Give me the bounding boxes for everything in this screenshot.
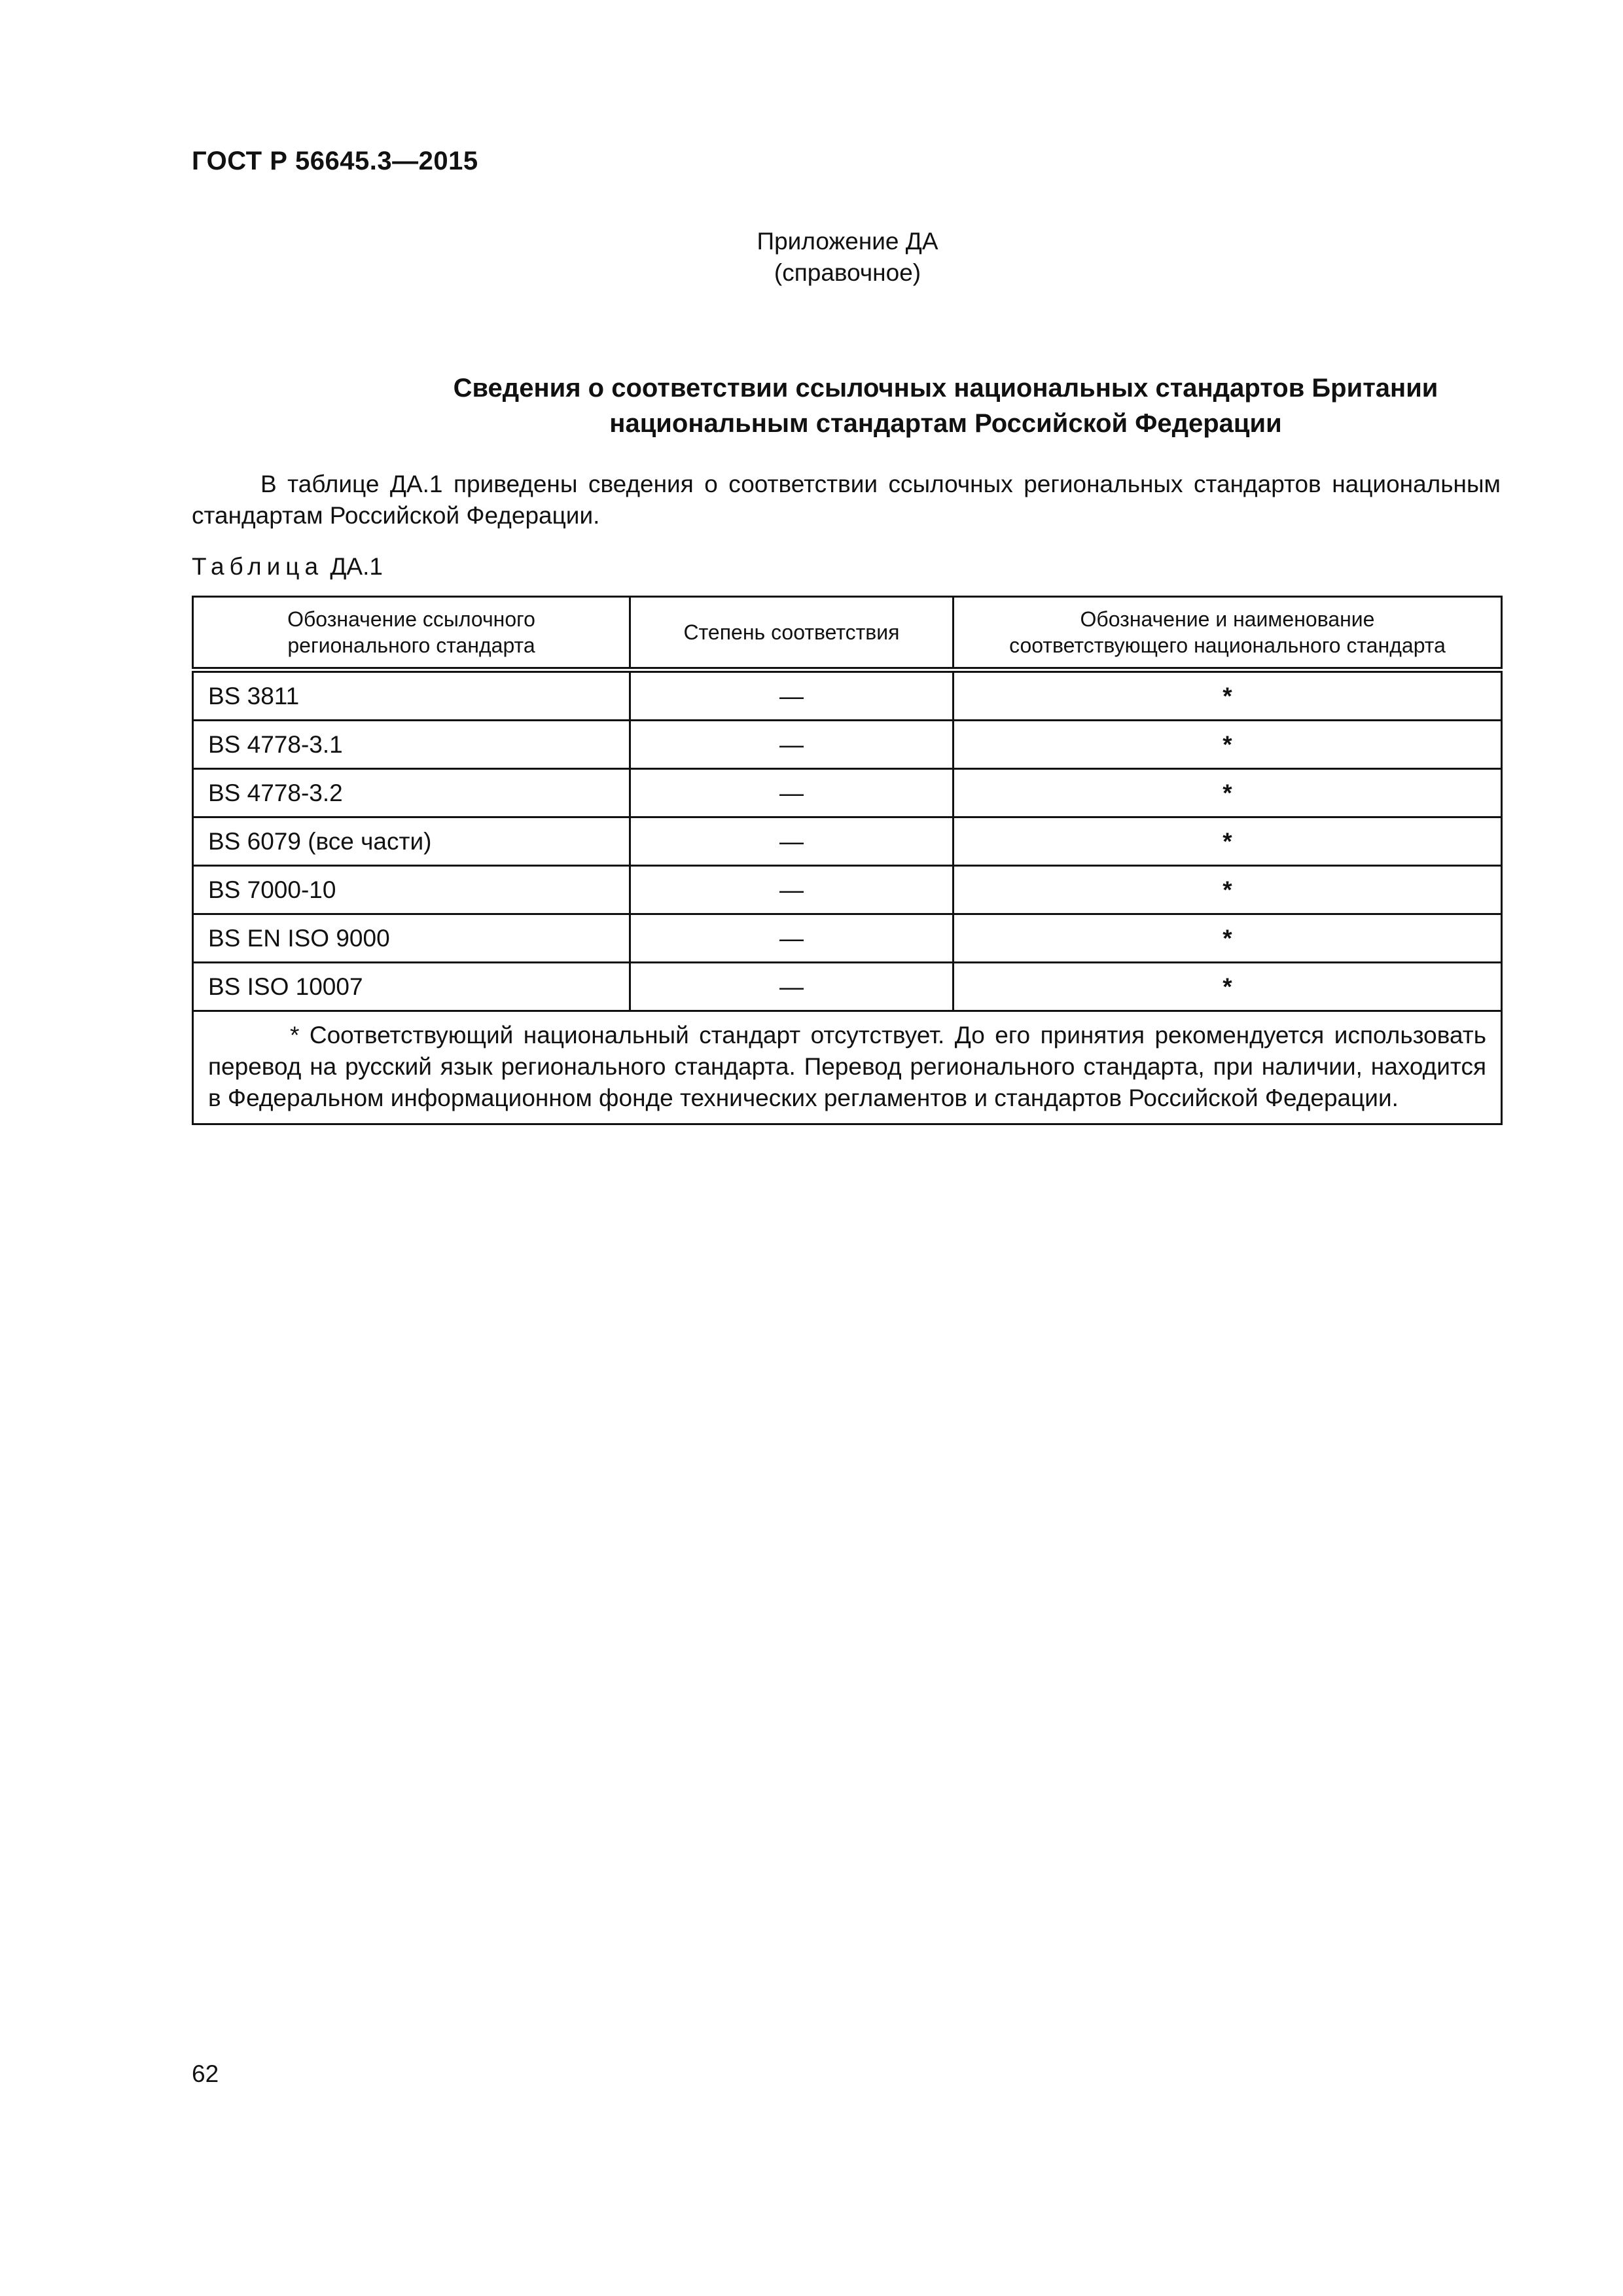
regional-standard-cell: BS 6079 (все части)	[193, 817, 630, 866]
national-standard-cell: *	[954, 817, 1502, 866]
national-standard-cell: *	[954, 963, 1502, 1011]
table-row	[193, 817, 1502, 866]
regional-standard-cell: BS ISO 10007	[193, 963, 630, 1011]
degree-cell: —	[630, 670, 954, 721]
table-header-row	[193, 597, 1502, 670]
header-degree: Степень соответствия	[630, 597, 954, 670]
section-heading-line-1: Сведения о соответствии ссылочных национальных стандартов Британии	[453, 374, 1438, 403]
national-standard-cell: *	[954, 914, 1502, 963]
table-row	[193, 721, 1502, 769]
national-standard-cell: *	[954, 670, 1502, 721]
standards-correspondence-table	[192, 596, 1503, 1125]
header-regional-standard: Обозначение ссылочного регионального стандарта	[193, 597, 630, 670]
regional-standard-cell: BS 7000-10	[193, 866, 630, 914]
document-code: ГОСТ Р 56645.3—2015	[192, 147, 478, 175]
table-row	[193, 866, 1502, 914]
regional-standard-cell: BS 4778-3.1	[193, 721, 630, 769]
table-row	[193, 914, 1502, 963]
table-row	[193, 670, 1502, 721]
national-standard-cell: *	[954, 721, 1502, 769]
degree-cell: —	[630, 914, 954, 963]
table-row	[193, 769, 1502, 817]
appendix-type: (справочное)	[774, 259, 921, 286]
table-caption-label: Таблица	[192, 553, 324, 580]
regional-standard-cell: BS EN ISO 9000	[193, 914, 630, 963]
table-footnote-row	[193, 1011, 1502, 1124]
degree-cell: —	[630, 866, 954, 914]
national-standard-cell: *	[954, 769, 1502, 817]
table-caption	[192, 553, 383, 581]
national-standard-cell: *	[954, 866, 1502, 914]
table-caption-number: ДА.1	[330, 553, 383, 580]
page-number: 62	[192, 2060, 219, 2087]
table-footnote: * Соответствующий национальный стандарт отсутствует. До его принятия рекомендуется использовать перевод на русский язык регионального стандарта. Перевод регионального стандарта, при наличии, находится в Федеральном информационном фонде технических регламентов и стандартов Российской Федерации.	[193, 1011, 1502, 1124]
header-national-standard: Обозначение и наименование соответствующего национального стандарта	[954, 597, 1502, 670]
regional-standard-cell: BS 3811	[193, 670, 630, 721]
degree-cell: —	[630, 769, 954, 817]
degree-cell: —	[630, 721, 954, 769]
table-row	[193, 963, 1502, 1011]
section-heading-line-2: национальным стандартам Российской Федерации	[609, 409, 1282, 438]
intro-paragraph: В таблице ДА.1 приведены сведения о соответствии ссылочных региональных стандартов национальным стандартам Российской Федерации.	[192, 471, 1501, 529]
appendix-title: Приложение ДА	[757, 228, 938, 255]
degree-cell: —	[630, 963, 954, 1011]
degree-cell: —	[630, 817, 954, 866]
regional-standard-cell: BS 4778-3.2	[193, 769, 630, 817]
